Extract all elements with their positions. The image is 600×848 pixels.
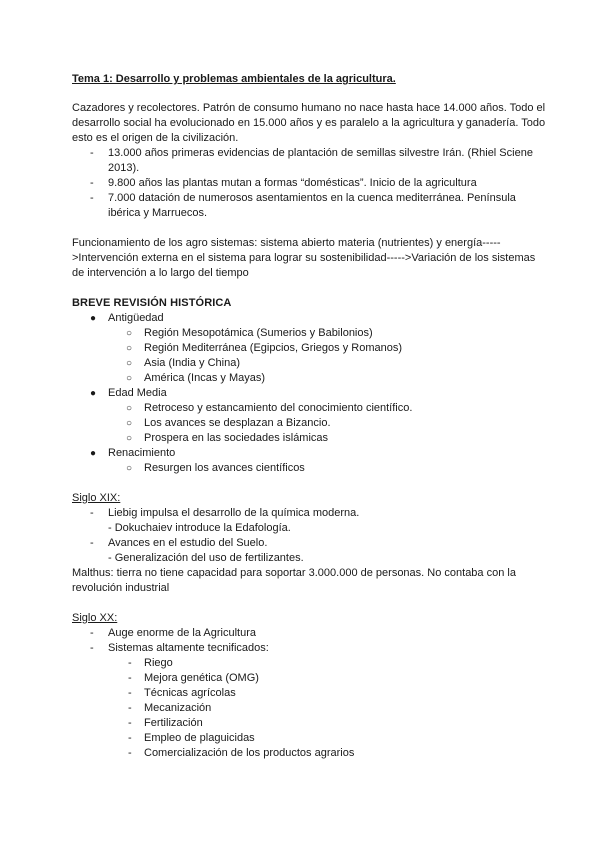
dash-marker: - <box>90 627 94 639</box>
dash-marker: - <box>128 702 132 714</box>
list-item: ○ Asia (India y China) <box>126 357 240 369</box>
circle-marker: ○ <box>126 343 133 354</box>
list-item: ○ Prospera en las sociedades islámicas <box>126 432 329 444</box>
intro-list <box>72 146 550 221</box>
list-item-antiguedad: ● Antigüedad <box>90 312 164 324</box>
siglo-xx-list <box>72 626 550 761</box>
dash-marker: - <box>90 147 94 159</box>
list-subitem: - Mecanización <box>128 702 212 714</box>
document-title: Tema 1: Desarrollo y problemas ambientales de la agricultura. <box>72 73 396 85</box>
list-item: ○ Región Mediterránea (Egipcios, Griegos y Romanos) <box>126 342 403 354</box>
bullet-marker: ● <box>90 313 97 324</box>
list-subitem: - Comercialización de los productos agrarios <box>128 747 355 759</box>
list-item: - 9.800 años las plantas mutan a formas “domésticas”. Inicio de la agricultura <box>90 177 477 189</box>
circle-marker: ○ <box>126 433 133 444</box>
list-item: ○ América (Incas y Mayas) <box>126 372 266 384</box>
dash-marker: - <box>90 177 94 189</box>
dash-marker: - <box>90 192 94 204</box>
list-item: ○ Región Mesopotámica (Sumerios y Babilonios) <box>126 327 373 339</box>
list-item: ○ Los avances se desplazan a Bizancio. <box>126 417 331 429</box>
list-item: - 7.000 datación de numerosos asentamientos en la cuenca mediterránea. Península ibérica y Marruecos. <box>90 192 516 219</box>
malthus-paragraph: Malthus: tierra no tiene capacidad para soportar 3.000.000 de personas. No contaba con la revolución industrial <box>72 567 516 594</box>
list-subitem: - Generalización del uso de fertilizantes. <box>108 552 304 564</box>
list-item-renacimiento: ● Renacimiento <box>90 447 176 459</box>
list-item: - Sistemas altamente tecnificados: <box>90 642 269 654</box>
list-item: - Avances en el estudio del Suelo. <box>90 537 268 549</box>
list-subitem: - Técnicas agrícolas <box>128 687 236 699</box>
funcionamiento-paragraph: Funcionamiento de los agro sistemas: sistema abierto materia (nutrientes) y energía----->Intervención externa en el sistema para lograr su sostenibilidad----->Variación de los sistemas de intervención a lo largo del tiempo <box>72 237 536 279</box>
intro-paragraph: Cazadores y recolectores. Patrón de consumo humano no nace hasta hace 14.000 años. Todo el desarrollo social ha evolucionado en 15.000 años y es paralelo a la agricultura y ganadería. Todo esto es el origen de la civilización. <box>72 102 546 144</box>
section-heading-siglo-xx: Siglo XX: <box>72 612 118 624</box>
list-item-edad-media: ● Edad Media <box>90 387 167 399</box>
list-item: - Auge enorme de la Agricultura <box>90 627 256 639</box>
section-heading-revision: BREVE REVISIÓN HISTÓRICA <box>72 297 232 309</box>
list-subitem: - Fertilización <box>128 717 203 729</box>
bullet-marker: ● <box>90 448 97 459</box>
siglo-xix-list <box>72 506 550 566</box>
section-heading-siglo-xix: Siglo XIX: <box>72 492 121 504</box>
list-item: - 13.000 años primeras evidencias de plantación de semillas silvestre Irán. (Rhiel Sciene 2013). <box>90 147 533 174</box>
dash-marker: - <box>90 537 94 549</box>
dash-marker: - <box>128 657 132 669</box>
list-item: - Liebig impulsa el desarrollo de la química moderna. <box>90 507 360 519</box>
circle-marker: ○ <box>126 328 133 339</box>
circle-marker: ○ <box>126 373 133 384</box>
list-subitem: - Mejora genética (OMG) <box>128 672 259 684</box>
dash-marker: - <box>90 507 94 519</box>
circle-marker: ○ <box>126 358 133 369</box>
list-item: ○ Resurgen los avances científicos <box>126 462 305 474</box>
list-subitem: - Dokuchaiev introduce la Edafología. <box>108 522 291 534</box>
dash-marker: - <box>128 672 132 684</box>
bullet-marker: ● <box>90 388 97 399</box>
dash-marker: - <box>128 732 132 744</box>
circle-marker: ○ <box>126 418 133 429</box>
dash-marker: - <box>128 747 132 759</box>
dash-marker: - <box>90 642 94 654</box>
circle-marker: ○ <box>126 463 133 474</box>
list-subitem: - Empleo de plaguicidas <box>128 732 255 744</box>
dash-marker: - <box>128 717 132 729</box>
revision-list <box>72 311 550 476</box>
list-subitem: - Riego <box>128 657 173 669</box>
list-item: ○ Retroceso y estancamiento del conocimiento científico. <box>126 402 413 414</box>
dash-marker: - <box>128 687 132 699</box>
circle-marker: ○ <box>126 403 133 414</box>
